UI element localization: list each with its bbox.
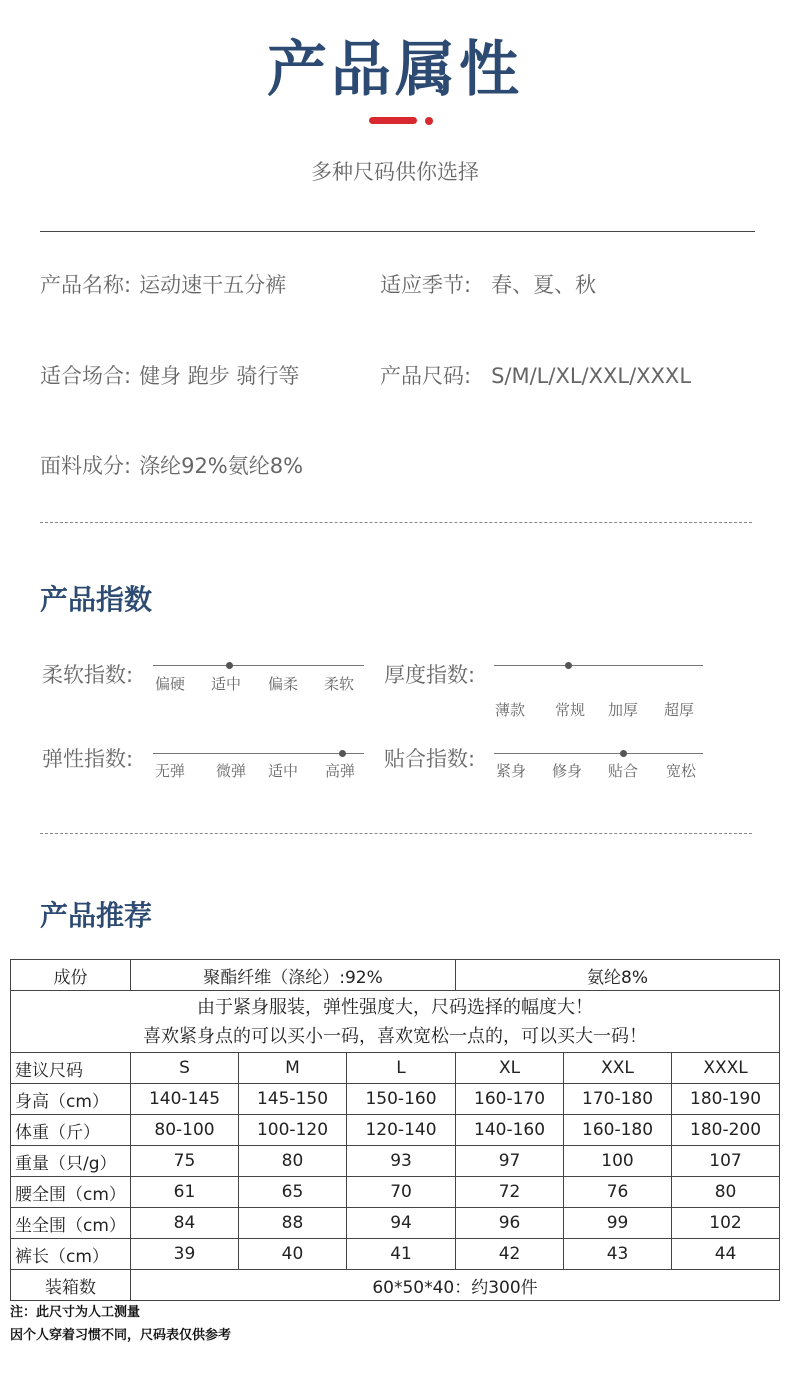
- table-cell: 96: [456, 1208, 564, 1239]
- table-cell: 100: [564, 1146, 672, 1177]
- table-row: [11, 1084, 780, 1115]
- table-cell: 102: [672, 1208, 780, 1239]
- size-header-row: [11, 1053, 780, 1084]
- title-underline-bar: [369, 117, 417, 124]
- table-cell: 39: [131, 1239, 239, 1270]
- thickness-tick: 加厚: [608, 701, 639, 719]
- softness-tick: 适中: [211, 675, 242, 693]
- thickness-tick: 薄款: [495, 701, 526, 719]
- fit-index-label: 贴合指数:: [384, 747, 476, 771]
- table-cell: 75: [131, 1146, 239, 1177]
- table-row: [11, 1177, 780, 1208]
- attribute-key: 产品名称:: [40, 273, 132, 297]
- table-row-label: 腰全围（cm）: [11, 1177, 131, 1208]
- table-row-label: 坐全围（cm）: [11, 1208, 131, 1239]
- thickness-tick: 常规: [555, 701, 586, 719]
- size-header-cell: S: [131, 1053, 239, 1084]
- table-cell: 160-170: [456, 1084, 564, 1115]
- table-cell: 170-180: [564, 1084, 672, 1115]
- fit-scale-marker: [620, 750, 627, 757]
- elasticity-index-label: 弹性指数:: [42, 747, 134, 771]
- softness-scale-marker: [226, 662, 233, 669]
- fit-tick: 紧身: [496, 762, 527, 780]
- softness-tick: 偏硬: [155, 675, 186, 693]
- fit-scale-line: [494, 753, 703, 754]
- table-row: [11, 1146, 780, 1177]
- size-header-cell: XXXL: [672, 1053, 780, 1084]
- attribute-value: 健身 跑步 骑行等: [139, 364, 300, 388]
- table-cell: 160-180: [564, 1115, 672, 1146]
- thickness-scale-marker: [565, 662, 572, 669]
- attribute-key: 面料成分:: [40, 454, 132, 478]
- table-cell: 180-200: [672, 1115, 780, 1146]
- recommend-section-title: 产品推荐: [40, 899, 153, 932]
- size-header-cell: M: [239, 1053, 347, 1084]
- table-cell: 99: [564, 1208, 672, 1239]
- fit-tick: 贴合: [608, 762, 639, 780]
- elasticity-tick: 微弹: [216, 762, 247, 780]
- attribute-value: 涤纶92%氨纶8%: [139, 454, 304, 478]
- dotted-divider: [40, 522, 752, 523]
- composition-label: 成份: [11, 960, 131, 991]
- composition-row: [11, 960, 780, 991]
- table-cell: 70: [347, 1177, 456, 1208]
- thickness-index-label: 厚度指数:: [384, 663, 476, 687]
- packing-label: 装箱数: [11, 1270, 131, 1301]
- table-cell: 97: [456, 1146, 564, 1177]
- elasticity-tick: 高弹: [325, 762, 356, 780]
- thickness-tick: 超厚: [664, 701, 695, 719]
- table-row-label: 裤长（cm）: [11, 1239, 131, 1270]
- softness-scale-line: [153, 665, 364, 666]
- attribute-value: S/M/L/XL/XXL/XXXL: [491, 364, 692, 388]
- thickness-scale-line: [494, 665, 703, 666]
- page-title: 产品属性: [267, 35, 523, 105]
- size-header-cell: L: [347, 1053, 456, 1084]
- size-advice-line: 喜欢紧身点的可以买小一码，喜欢宽松一点的，可以买大一码！: [143, 1025, 648, 1047]
- attribute-value: 春、夏、秋: [491, 273, 597, 297]
- fit-tick: 修身: [552, 762, 583, 780]
- table-row: [11, 1115, 780, 1146]
- index-section-title: 产品指数: [40, 583, 153, 616]
- size-table: [10, 959, 780, 1301]
- page-subtitle: 多种尺码供你选择: [311, 160, 479, 184]
- title-underline-dot: [425, 117, 433, 125]
- packing-value: 60*50*40：约300件: [131, 1270, 780, 1301]
- table-cell: 43: [564, 1239, 672, 1270]
- attribute-key: 适合场合:: [40, 364, 132, 388]
- elasticity-tick: 适中: [268, 762, 299, 780]
- divider: [40, 231, 755, 232]
- packing-row: [11, 1270, 780, 1301]
- table-cell: 84: [131, 1208, 239, 1239]
- table-cell: 80-100: [131, 1115, 239, 1146]
- note-row: [11, 991, 780, 1053]
- table-cell: 93: [347, 1146, 456, 1177]
- attribute-sizes: [380, 360, 691, 390]
- table-cell: 80: [239, 1146, 347, 1177]
- table-row-label: 建议尺码: [11, 1053, 131, 1084]
- softness-index-label: 柔软指数:: [42, 663, 134, 687]
- elasticity-scale-line: [153, 753, 364, 754]
- composition-spandex: 氨纶8%: [456, 960, 780, 991]
- table-cell: 76: [564, 1177, 672, 1208]
- table-cell: 140-160: [456, 1115, 564, 1146]
- table-cell: 72: [456, 1177, 564, 1208]
- softness-tick: 柔软: [324, 675, 355, 693]
- table-row-label: 身高（cm）: [11, 1084, 131, 1115]
- attribute-product-name: [40, 269, 286, 299]
- table-cell: 88: [239, 1208, 347, 1239]
- table-cell: 140-145: [131, 1084, 239, 1115]
- size-advice-line: 由于紧身服装，弹性强度大，尺码选择的幅度大！: [197, 996, 594, 1018]
- table-cell: 40: [239, 1239, 347, 1270]
- table-row: [11, 1208, 780, 1239]
- attribute-occasion: [40, 360, 299, 390]
- table-cell: 94: [347, 1208, 456, 1239]
- table-cell: 180-190: [672, 1084, 780, 1115]
- table-row: [11, 1239, 780, 1270]
- dotted-divider: [40, 833, 752, 834]
- attribute-season: [380, 269, 596, 299]
- attribute-fabric: [40, 450, 303, 480]
- table-row-label: 重量（只/g）: [11, 1146, 131, 1177]
- table-row-label: 体重（斤）: [11, 1115, 131, 1146]
- footnote: 因个人穿着习惯不同，尺码表仅供参考: [10, 1328, 232, 1343]
- size-header-cell: XXL: [564, 1053, 672, 1084]
- table-cell: 44: [672, 1239, 780, 1270]
- table-cell: 100-120: [239, 1115, 347, 1146]
- softness-tick: 偏柔: [268, 675, 299, 693]
- table-cell: 41: [347, 1239, 456, 1270]
- table-cell: 120-140: [347, 1115, 456, 1146]
- elasticity-tick: 无弹: [155, 762, 186, 780]
- table-cell: 145-150: [239, 1084, 347, 1115]
- table-cell: 42: [456, 1239, 564, 1270]
- size-header-cell: XL: [456, 1053, 564, 1084]
- table-cell: 80: [672, 1177, 780, 1208]
- attribute-value: 运动速干五分裤: [139, 273, 287, 297]
- attribute-key: 产品尺码:: [380, 364, 472, 388]
- table-cell: 150-160: [347, 1084, 456, 1115]
- composition-polyester: 聚酯纤维（涤纶）:92%: [131, 960, 456, 991]
- table-cell: 107: [672, 1146, 780, 1177]
- fit-tick: 宽松: [666, 762, 697, 780]
- elasticity-scale-marker: [339, 750, 346, 757]
- table-cell: 61: [131, 1177, 239, 1208]
- size-advice-note: [11, 991, 780, 1053]
- table-cell: 65: [239, 1177, 347, 1208]
- footnote: 注：此尺寸为人工测量: [10, 1305, 141, 1320]
- attribute-key: 适应季节:: [380, 273, 472, 297]
